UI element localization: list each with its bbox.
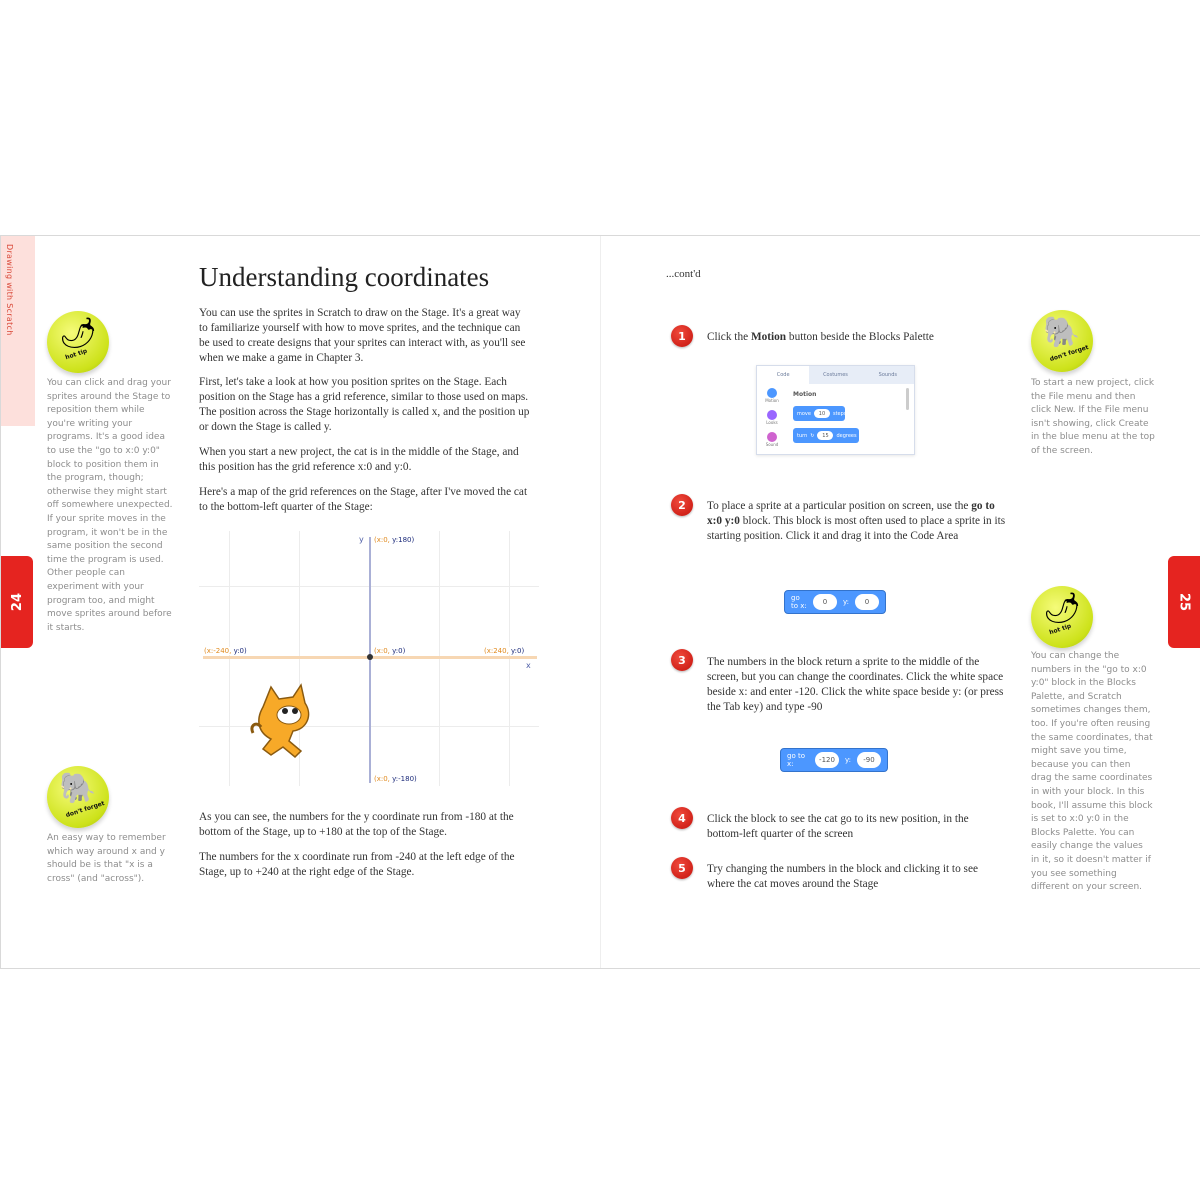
coordinate-grid-diagram xyxy=(199,531,539,791)
go-to-xy-block: go to x: 0 y: 0 xyxy=(784,590,886,614)
dont-forget-badge xyxy=(47,766,109,828)
badge-label: hot tip xyxy=(1048,622,1073,637)
coord-label-center: (x:0, y:0) xyxy=(374,647,406,655)
step-text: Try changing the numbers in the block and clicking it to see where the cat moves around the Stage xyxy=(707,863,978,890)
dont-forget-badge xyxy=(1031,310,1093,372)
palette-tabs xyxy=(757,366,914,384)
coord-label-left: (x:-240, y:0) xyxy=(204,647,247,655)
step-number: 2 xyxy=(671,494,693,516)
move-steps-block: move 10 steps xyxy=(793,406,845,421)
hot-tip-text: You can click and drag your sprites around the Stage to reposition them while you're writing your programs. It's a good idea to use the "go to x:0 y:0" block to position them in the program, though; otherwise they might start off somewhere unexpected. If your sprite moves in the program, it won't be in the same position the second time the program is used. Other people can experiment with your program too, and might move sprites around before it starts. xyxy=(47,378,173,633)
y-axis-name: y xyxy=(359,535,364,544)
coord-label-right: (x:240, y:0) xyxy=(484,647,525,655)
paragraph: You can use the sprites in Scratch to draw on the Stage. It's a great way to familiarize yourself with how to move sprites, and the technique can be used to create designs that your sprites can interact with, as you'll see when we make a game in Chapter 3. xyxy=(199,307,526,364)
hot-tip-badge xyxy=(47,311,109,373)
go-to-xy-block-edited: go to x: -120 y: -90 xyxy=(780,748,888,772)
rotate-icon: ↻ xyxy=(810,432,815,439)
dont-forget-text: To start a new project, click the File menu and then click New. If the File menu isn't showing, click Create in the blue menu at the top of the screen. xyxy=(1031,378,1155,456)
elephant-icon: 🐘 xyxy=(59,772,97,805)
step-number: 1 xyxy=(671,325,693,347)
hot-tip-badge xyxy=(1031,586,1093,648)
scratch-cat-sprite xyxy=(249,681,319,761)
category-list xyxy=(761,388,783,454)
book-spread xyxy=(0,235,1200,969)
coord-label-bottom: (x:0, y:-180) xyxy=(374,775,417,783)
coord-label-top: (x:0, y:180) xyxy=(374,536,415,544)
badge-label: don't forget xyxy=(64,799,106,820)
chapter-tab xyxy=(1,236,35,426)
paragraph: The numbers for the x coordinate run from -240 at the left edge of the Stage, up to +240 at the right edge of the Stage. xyxy=(199,851,515,878)
palette-scrollbar xyxy=(906,388,909,410)
step-number: 5 xyxy=(671,857,693,879)
step-text: Click the block to see the cat go to its new position, in the bottom-left quarter of the screen xyxy=(707,813,969,840)
blocks-palette-screenshot xyxy=(756,365,915,455)
tab-sounds: Sounds xyxy=(878,372,897,378)
page-spine xyxy=(600,236,601,968)
page-title: Understanding coordinates xyxy=(199,262,490,292)
badge-label: don't forget xyxy=(1048,343,1090,364)
turn-degrees-block: turn ↻ 15 degrees xyxy=(793,428,859,443)
paragraph: When you start a new project, the cat is in the middle of the Stage, and this position has the grid reference x:0 and y:0. xyxy=(199,446,519,473)
dont-forget-text: An easy way to remember which way around x and y should be is that "x is a cross" (and "across"). xyxy=(47,833,166,884)
page-number: 24 xyxy=(9,592,25,612)
y-axis xyxy=(369,537,371,783)
step-text: To place a sprite at a particular position on screen, use the go to x:0 y:0 block. This block is most often used to place a sprite in its starting position. Click it and drag it into the Code Area xyxy=(707,500,1006,542)
tab-code: Code xyxy=(757,366,809,384)
chapter-tab-label: Drawing with Scratch xyxy=(5,244,14,336)
chili-pepper-icon: 🌶 xyxy=(1043,592,1082,625)
step-number: 4 xyxy=(671,807,693,829)
step-text: Click the Motion button beside the Blocks Palette xyxy=(707,331,934,343)
tab-costumes: Costumes xyxy=(823,372,848,378)
step-number: 3 xyxy=(671,649,693,671)
chili-pepper-icon: 🌶 xyxy=(59,317,98,350)
paragraph: As you can see, the numbers for the y coordinate run from -180 at the bottom of the Stage, up to +180 at the top of the Stage. xyxy=(199,811,514,838)
continued-label: ...cont'd xyxy=(666,268,701,280)
category-motion: Motion xyxy=(761,388,783,410)
paragraph: First, let's take a look at how you position sprites on the Stage. Each position on the Stage has a grid reference, similar to those used on maps. The position across the Stage horizontally is called x, and the position up or down the Stage is called y. xyxy=(199,376,530,433)
badge-label: hot tip xyxy=(64,347,89,362)
page-number-tab-right xyxy=(1168,556,1200,648)
page-number-tab-left xyxy=(1,556,33,648)
category-looks: Looks xyxy=(761,410,783,432)
x-axis-name: x xyxy=(526,661,531,670)
elephant-icon: 🐘 xyxy=(1043,316,1081,349)
category-sound: Sound xyxy=(761,432,783,454)
page-number: 25 xyxy=(1176,592,1192,612)
palette-section-title: Motion xyxy=(793,391,817,398)
hot-tip-text: You can change the numbers in the "go to x:0 y:0" block in the Blocks Palette, and Scratch sometimes changes them, too. If you're often reusing the same coordinates, that might save you time, because you can then drag the same coordinates in with your block. In this book, I'll assume this block is set to x:0 y:0 in the Blocks Palette. You can easily change the values in it, so it doesn't matter if you see something different on your screen. xyxy=(1031,651,1153,893)
step-text: The numbers in the block return a sprite to the middle of the screen, but you can change the coordinates. Click the white space beside x: and enter -120. Click the white space beside y: (or press the Tab key) and type -90 xyxy=(707,656,1004,713)
paragraph: Here's a map of the grid references on the Stage, after I've moved the cat to the bottom-left quarter of the Stage: xyxy=(199,486,528,513)
